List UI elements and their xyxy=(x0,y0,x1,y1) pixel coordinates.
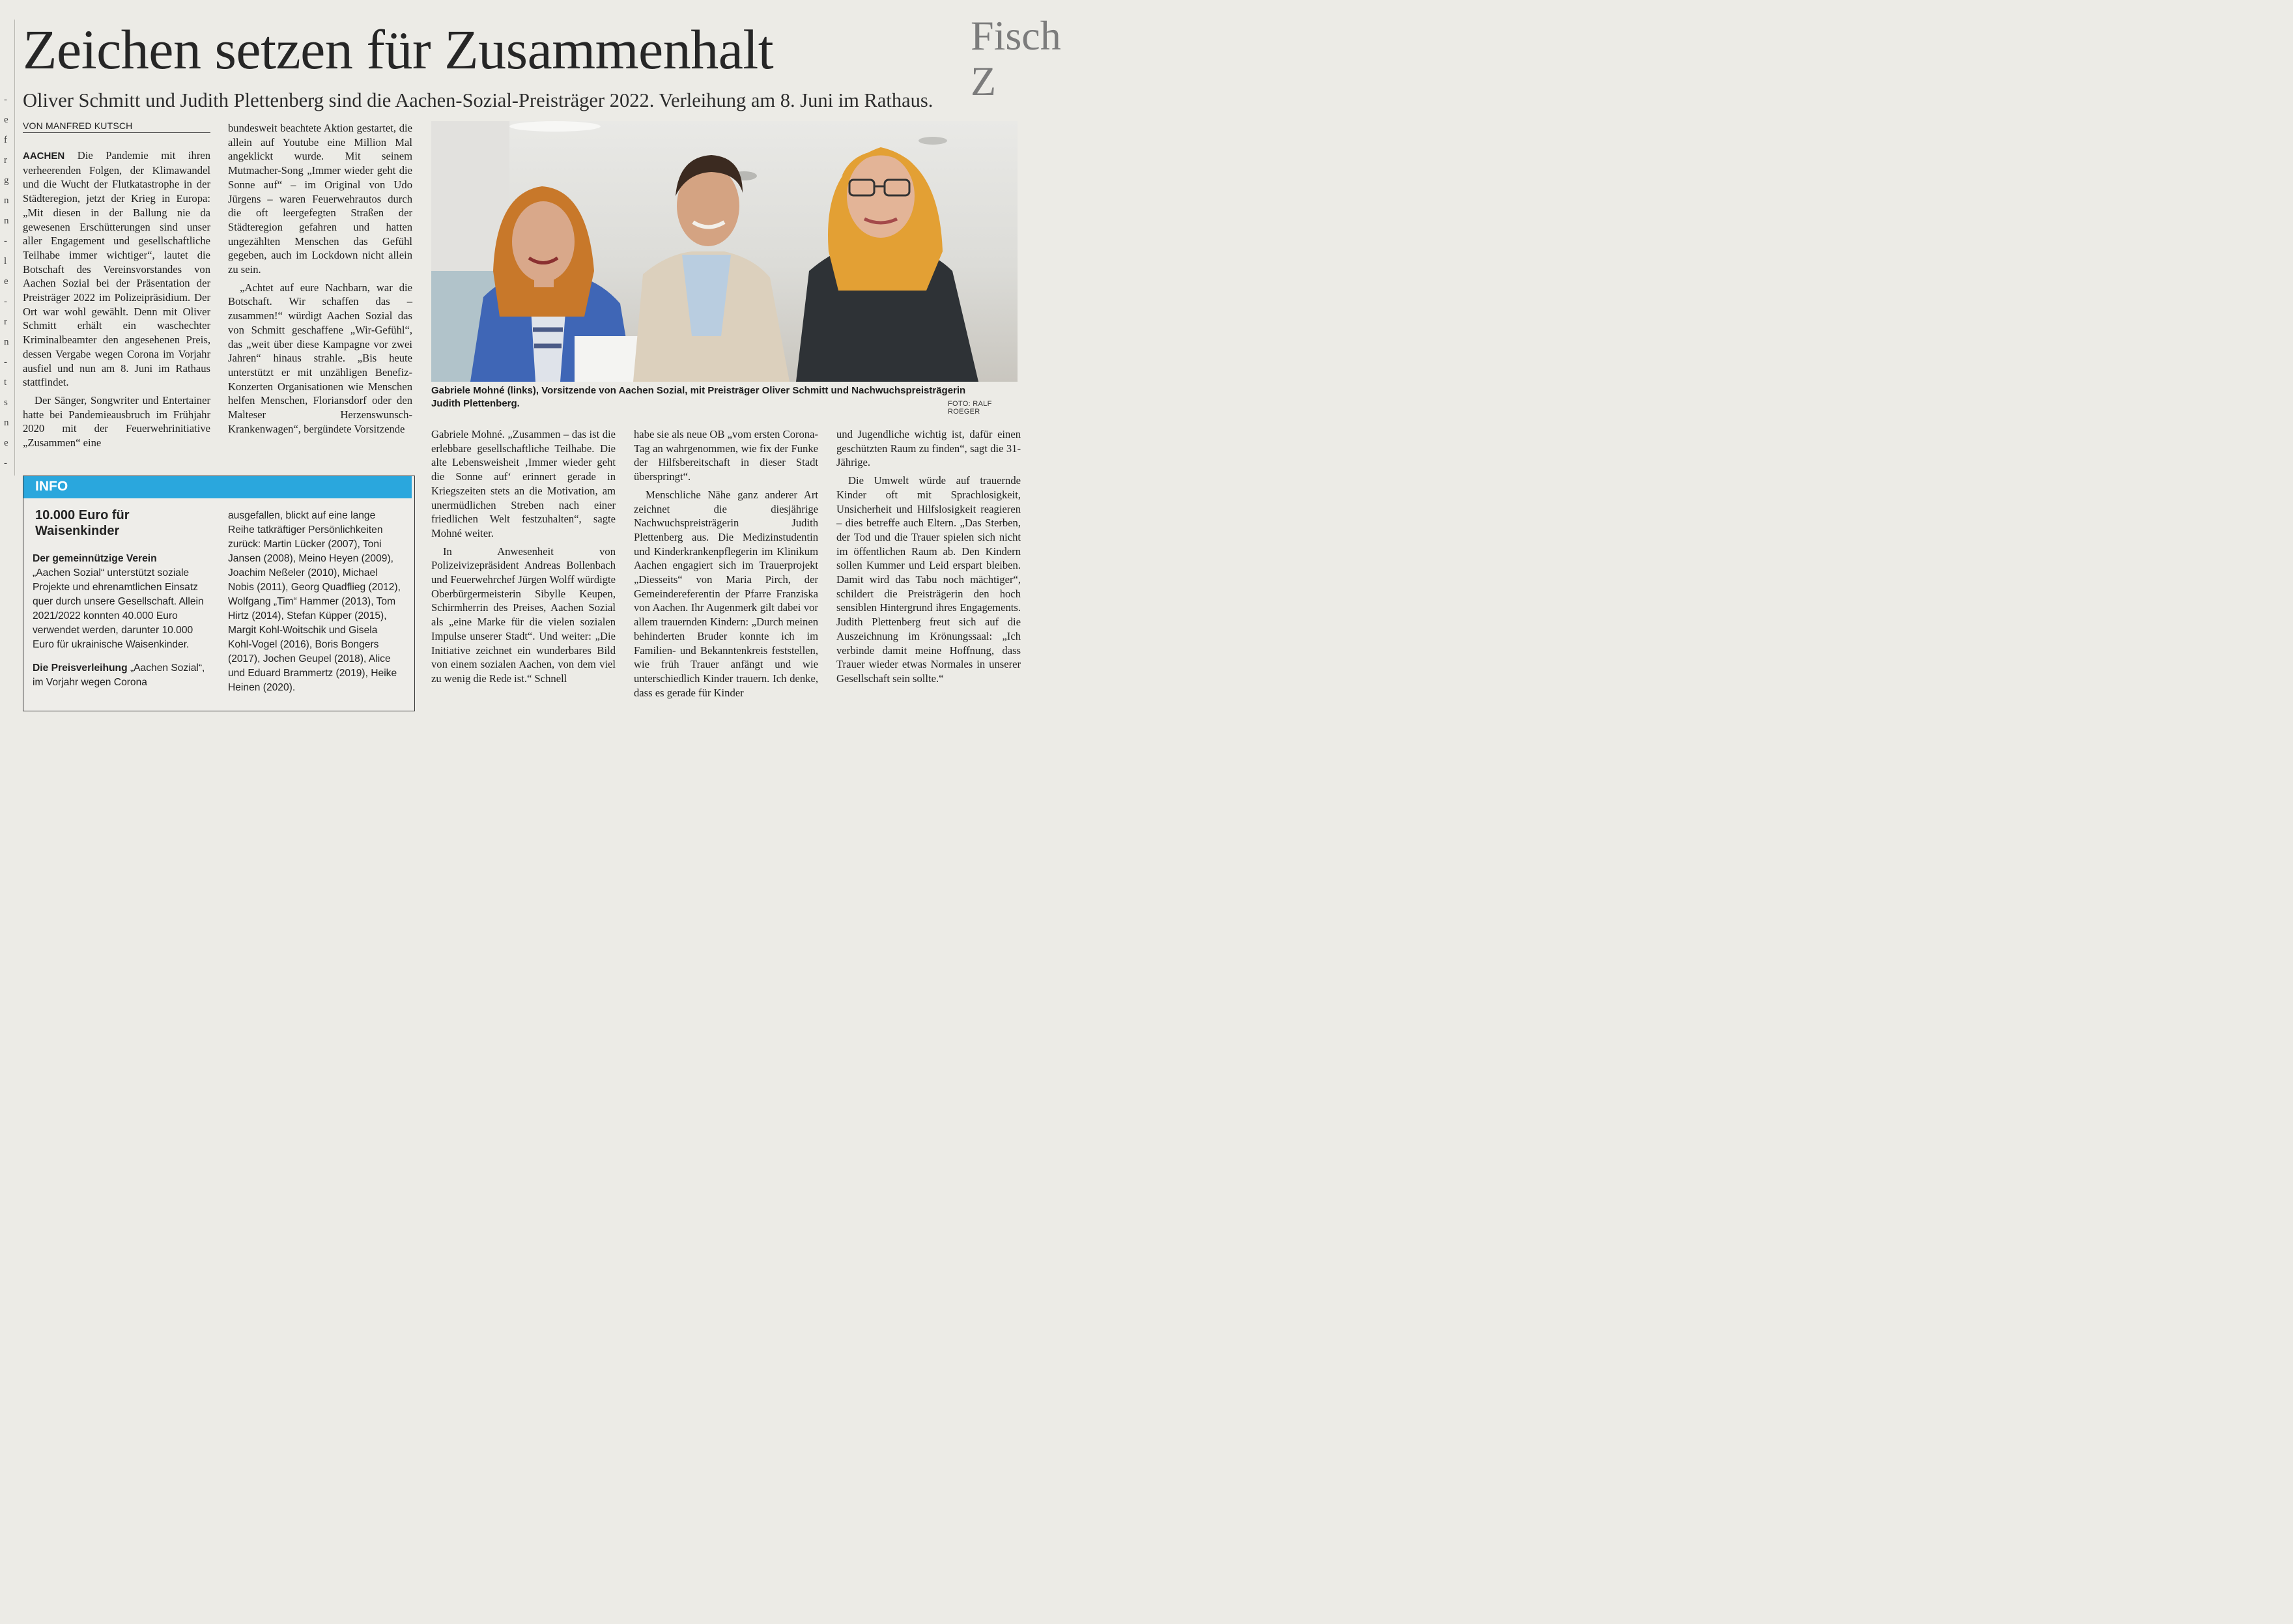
info-header-bar xyxy=(23,476,412,498)
info-paragraph-text: „Aachen Sozial“ unterstützt soziale Projekte und ehrenamtlichen Einsatz quer durch unsere Gesellschaft. Allein 2021/2022 konnten 40.000 Euro verwendet werden, darunter 10.000 Euro für ukrainische Waisenkinder. xyxy=(33,567,204,650)
article-paragraph: In Anwesenheit von Polizeivizepräsident Andreas Bollenbach und Feuerwehrchef Jürgen Wolff würdigte Oberbürgermeisterin Sibylle Keupen, Schirmherrin des Preises, Aachen Sozial als „eine Marke für die vielen sozialen Impulse unserer Stadt“. Und weiter: „Die Initiative zeichnet ein wunderbares Bild von einem sozialen Aachen, von dem viel zu wenig die Rede ist.“ Schnell xyxy=(431,545,616,685)
edge-letter-fragment: r xyxy=(4,155,7,165)
info-lead: Der gemeinnützige Verein xyxy=(33,553,157,564)
edge-letter-fragment: - xyxy=(4,94,7,105)
info-paragraph-text: „Aachen Sozial“, im Vorjahr wegen Corona xyxy=(33,662,205,688)
left-page-edge xyxy=(0,20,15,476)
edge-letter-fragment: s xyxy=(4,397,8,408)
byline: VON MANFRED KUTSCH xyxy=(23,121,210,133)
edge-letter-fragment: r xyxy=(4,317,7,327)
article-paragraph xyxy=(23,149,210,390)
info-label: INFO xyxy=(35,479,68,494)
article-paragraph: Menschliche Nähe ganz anderer Art zeichnet die diesjährige Nachwuchspreisträgerin Judith Plettenberg aus. Die Medizinstudentin und Kinderkrankenpflegerin im Klinikum Aachen engagiert sich im Trauerprojekt „Diesseits“ von Maria Pirch, der Gemeindereferentin der Pfarre Franziska von Aachen. Ihr Augenmerk gilt dabei vor allem trauernden Kindern: „Durch meinen behinderten Bruder konnte ich im Familien- und Bekanntenkreis feststellen, wie früh Trauer anfängt und wie unterschiedlich Kinder trauern. Ich denke, dass es gerade für Kinder xyxy=(634,488,818,699)
award-winners-photo xyxy=(431,121,1018,382)
edge-letter-fragment: - xyxy=(4,357,7,367)
paragraph-text: Die Pandemie mit ihren verheerenden Folgen, der Klimawandel und die Wucht der Flutkatastrophe in der Städteregion, jetzt der Krieg in Europa: „Mit diesen in der Ballung nie da gewesenen Erschütterungen sind unser aller Engagement und gesellschaftliche Teilhabe immer wichtiger“, lautet die Botschaft des Vereinsvorstandes von Aachen Sozial bei der Präsentation der Preisträger 2022 im Polizeipräsidium. Der Ort war wohl gewählt. Denn mit Oliver Schmitt erhält ein waschechter Kriminalbeamter den angesehenen Preis, dessen Vergabe wegen Corona im Vorjahr ausfiel und nun am 8. Juni im Rathaus stattfindet. xyxy=(23,149,211,389)
edge-letter-fragment: - xyxy=(4,236,7,246)
article-column-5 xyxy=(836,427,1021,686)
edge-letter-fragment: t xyxy=(4,377,7,388)
article-subheadline: Oliver Schmitt und Judith Plettenberg sind die Aachen-Sozial-Preisträger 2022. Verleihung am 8. Juni im Rathaus. xyxy=(23,89,933,111)
adjacent-headline-fragment: Fisch Z xyxy=(971,12,1061,104)
edge-letter-fragment: l xyxy=(4,256,7,266)
edge-letter-fragment: n xyxy=(4,195,9,206)
article-paragraph: Die Umwelt würde auf trauernde Kinder oft mit Sprachlosigkeit, Unsicherheit und Hilfslosigkeit reagieren – dies betreffe auch Eltern. „Das Sterben, der Tod und die Trauer spielen sich nicht im öffentlichen Raum ab. Den Kindern sollen Kummer und Leid erspart bleiben. Damit wird das Tabu noch mächtiger“, schildert die Preisträgerin den hoch sensiblen Hintergrund ihres Engagements. Judith Plettenberg freut sich auf die Auszeichnung im Krönungssaal: „Ich verbinde damit meine Hoffnung, dass Trauer wieder etwas Normales in unserer Gesellschaft sein sollte.“ xyxy=(836,474,1021,685)
edge-letter-fragment: n xyxy=(4,337,9,347)
info-title: 10.000 Euro für Waisenkinder xyxy=(35,508,130,538)
article-paragraph: habe sie als neue OB „vom ersten Corona-Tag an wahrgenommen, wie fix der Funke der Hilfsbereitschaft in dieser Stadt überspringt“. xyxy=(634,428,818,483)
edge-letter-fragment: g xyxy=(4,175,9,186)
info-column-1 xyxy=(33,552,212,699)
dateline: AACHEN xyxy=(23,150,65,162)
article-column-1 xyxy=(23,149,210,450)
info-lead: Die Preisverleihung xyxy=(33,662,128,674)
edge-letter-fragment: n xyxy=(4,418,9,428)
article-paragraph: und Jugendliche wichtig ist, dafür einen geschützten Raum zu finden“, sagt die 31-Jährige. xyxy=(836,428,1021,469)
article-paragraph: bundesweit beachtete Aktion gestartet, die allein auf Youtube eine Million Mal angeklickt wurde. Mit seinem Mutmacher-Song „Immer wieder geht die Sonne auf“ – im Original von Udo Jürgens – waren Feuerwehrautos durch die oft leergefegten Straßen der Städteregion gefahren und hatten ungezählten Menschen das Gefühl gegeben, auch im Lockdown nicht allein zu sein. xyxy=(228,122,412,276)
article-column-3 xyxy=(431,427,616,686)
edge-letter-fragment: e xyxy=(4,115,8,125)
info-paragraph xyxy=(33,661,212,690)
edge-letter-fragment: e xyxy=(4,276,8,287)
info-paragraph xyxy=(33,552,212,652)
article-paragraph: Gabriele Mohné. „Zusammen – das ist die erlebbare gesellschaftliche Teilhabe. Die alte Lebensweisheit ‚Immer wieder geht die Sonne auf‘ erinnert gerade in Kriegszeiten stets an die Motivation, am unermüdlichen Streben nach einer friedlichen Welt festzuhalten“, sagte Mohné weiter. xyxy=(431,428,616,539)
edge-letter-fragment: e xyxy=(4,438,8,448)
edge-letter-fragment: f xyxy=(4,135,7,145)
article-column-2 xyxy=(228,121,412,436)
photo-credit: FOTO: RALF ROEGER xyxy=(948,400,992,416)
edge-letter-fragment: n xyxy=(4,216,9,226)
article-paragraph: Der Sänger, Songwriter und Entertainer hatte bei Pandemieausbruch im Frühjahr 2020 mit der Feuerwehrinitiative „Zusammen“ eine xyxy=(23,393,210,449)
edge-letter-fragment: - xyxy=(4,296,7,307)
info-box xyxy=(23,476,415,711)
article-paragraph: „Achtet auf eure Nachbarn, war die Botschaft. Wir schaffen das – zusammen!“ würdigt Aachen Sozial das von Schmitt geschaffene „Wir-Gefühl“, das „weit über diese Kampagne vor zwei Jahren“ hinaus strahle. „Bis heute unterstützt er mit unzähligen Benefiz-Konzerten Organisationen wie Menschen helfen Menschen, Floriansdorf oder den Malteser Herzenswunsch-Krankenwagen“, bergündete Vorsitzende xyxy=(228,281,412,435)
article-headline: Zeichen setzen für Zusammenhalt xyxy=(23,18,774,81)
photo-caption: Gabriele Mohné (links), Vorsitzende von Aachen Sozial, mit Preisträger Oliver Schmitt und Nachwuchspreisträgerin Judith Plettenberg. xyxy=(431,385,966,409)
article-column-4 xyxy=(634,427,818,700)
edge-letter-fragment: - xyxy=(4,458,7,468)
photo-illustration xyxy=(431,121,1018,382)
info-column-2: ausgefallen, blickt auf eine lange Reihe tatkräftiger Persönlichkeiten zurück: Martin Lücker (2007), Toni Jansen (2008), Meino Heyen (2009), Joachim Neßeler (2010), Michael Nobis (2011), Georg Quadflieg (2012), Wolfgang „Tim“ Hammer (2013), Tom Hirtz (2014), Stefan Küpper (2015), Margit Kohl-Woitschik und Gisela Kohl-Vogel (2016), Boris Bongers (2017), Jochen Geupel (2018), Alice und Eduard Brammertz (2019), Heike Heinen (2020). xyxy=(228,510,401,693)
